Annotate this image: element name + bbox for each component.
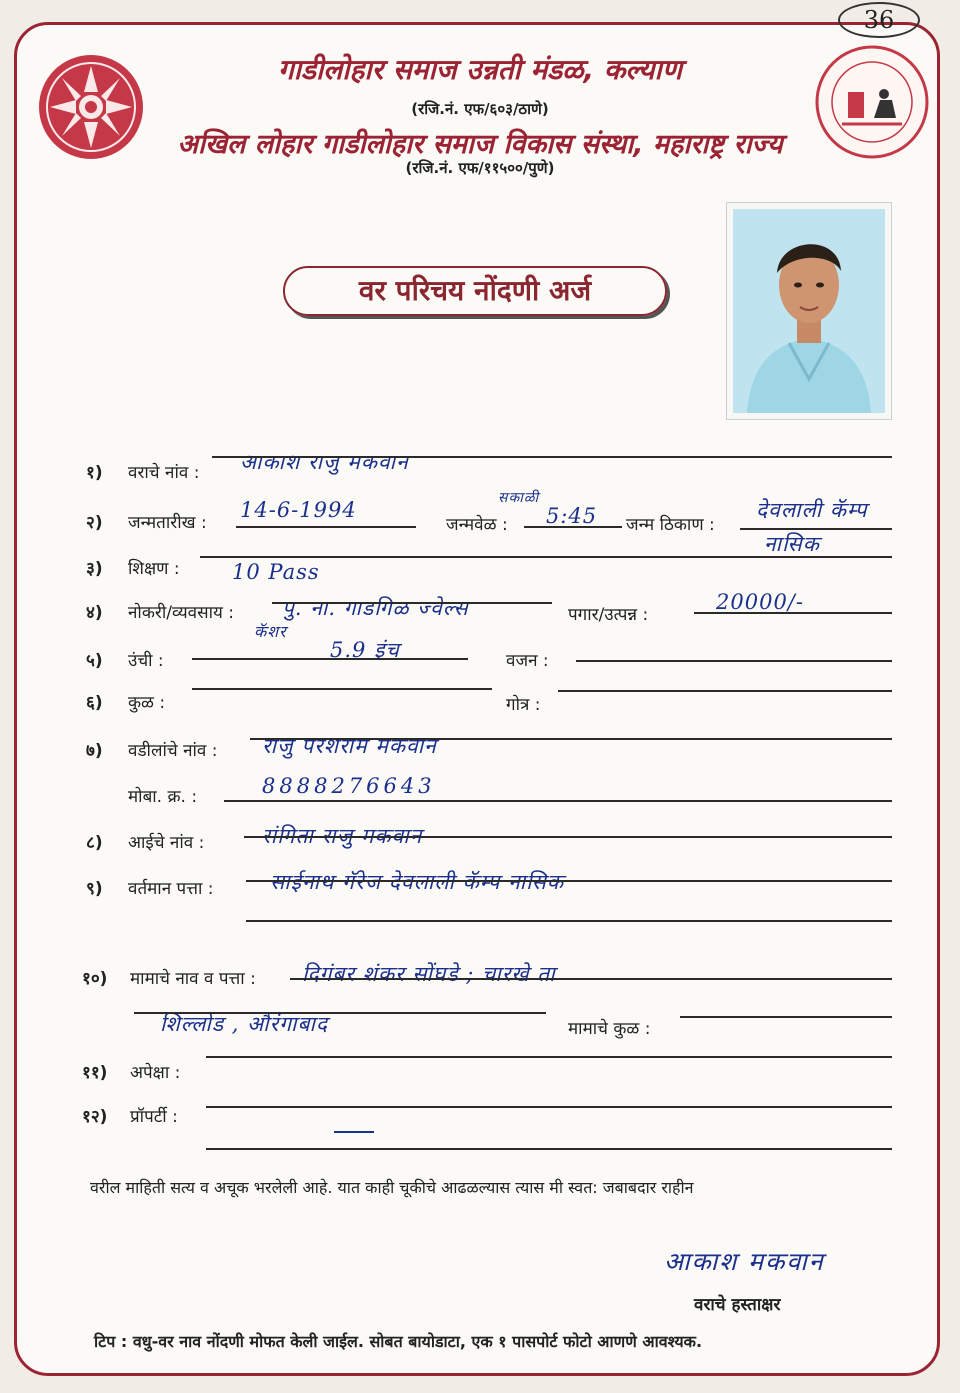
birth-place-value-2: नासिक <box>764 532 820 556</box>
declaration-text: वरील माहिती सत्य व अचूक भरलेली आहे. यात काही चूकीचे आढळल्यास त्यास मी स्वत: जबाबदार राहीन <box>90 1178 694 1197</box>
form-line <box>246 920 892 922</box>
groom-name-label: वराचे नांव : <box>128 463 200 483</box>
birth-time-label: जन्मवेळ : <box>446 515 508 535</box>
form-line <box>576 660 892 662</box>
education-value: 10 Pass <box>232 560 320 584</box>
signature-caption: वराचे हस्ताक्षर <box>694 1295 781 1315</box>
father-name-label: वडीलांचे नांव : <box>128 741 218 761</box>
form-line <box>192 658 468 660</box>
form-line <box>740 528 892 530</box>
uncle-label: मामाचे नाव व पत्ता : <box>130 969 256 989</box>
form-line <box>250 738 892 740</box>
form-line <box>236 526 416 528</box>
form-line <box>680 1016 892 1018</box>
birth-place-label: जन्म ठिकाण : <box>626 515 715 535</box>
address-value: साईनाथ गॅरेज देवलाली कॅम्प नासिक <box>270 870 564 894</box>
height-value: 5.9 इंच <box>330 638 400 662</box>
form-line <box>206 1106 892 1108</box>
row-number: ११) <box>82 1063 108 1083</box>
form-line <box>694 612 892 614</box>
uncle-value: दिगंबर शंकर सोंघडे ; चारखे ता <box>302 962 556 986</box>
row-number: २) <box>86 513 103 533</box>
salary-label: पगार/उत्पन्न : <box>568 605 649 625</box>
mother-name-label: आईचे नांव : <box>128 833 205 853</box>
row-number: १) <box>86 463 103 483</box>
birth-date-label: जन्मतारीख : <box>128 513 207 533</box>
page-number: 36 <box>838 2 920 38</box>
height-label: उंची : <box>128 651 164 671</box>
form-line <box>206 1056 892 1058</box>
row-number: ७) <box>86 741 103 761</box>
row-number: ९) <box>86 879 103 899</box>
occupation-label: नोकरी/व्यवसाय : <box>128 603 234 623</box>
salary-value: 20000/- <box>716 590 804 614</box>
address-label: वर्तमान पत्ता : <box>128 879 214 899</box>
form-line <box>244 836 892 838</box>
birth-date-value: 14-6-1994 <box>240 498 357 522</box>
form-line <box>192 688 492 690</box>
weight-label: वजन : <box>506 651 549 671</box>
row-number: ४) <box>86 603 103 623</box>
form-line <box>206 1148 892 1150</box>
occupation-note: कॅशर <box>254 622 287 641</box>
groom-name-value: आकाश राजु मकवान <box>240 450 409 474</box>
org2-title: अखिल लोहार गाडीलोहार समाज विकास संस्था, महाराष्ट्र राज्य <box>177 129 783 160</box>
row-number: ६) <box>86 693 103 713</box>
mobile-label: मोबा. क्र. : <box>128 787 198 807</box>
form-line <box>212 456 892 458</box>
father-name-value: राजु परशराम मकवान <box>262 734 437 758</box>
form-title: वर परिचय नोंदणी अर्ज <box>283 266 667 316</box>
row-number: १०) <box>82 969 108 989</box>
row-number: ३) <box>86 559 103 579</box>
property-label: प्रॉपर्टी : <box>130 1107 178 1127</box>
groom-signature: आकाश मकवान <box>664 1247 825 1276</box>
org1-registration: (रजि.नं. एफ/६०३/ठाणे) <box>411 100 549 118</box>
form-line <box>200 556 892 558</box>
pen-mark <box>334 1131 374 1133</box>
form-line <box>246 880 892 882</box>
row-number: १२) <box>82 1107 108 1127</box>
mother-name-value: संगिता राजु मकवान <box>262 824 423 848</box>
form-line <box>134 1012 546 1014</box>
row-number: ५) <box>86 651 103 671</box>
form-line <box>290 978 892 980</box>
birth-place-value: देवलाली कॅम्प <box>756 498 868 522</box>
occupation-value: पु. ना. गाडगिळ ज्वेल्स <box>282 596 469 620</box>
clan-label: कुळ : <box>128 693 166 713</box>
form-line <box>524 526 622 528</box>
birth-time-note: सकाळी <box>498 490 540 506</box>
form-line <box>558 690 892 692</box>
passport-photo <box>726 202 892 420</box>
footer-note: टिप : वधु-वर नाव नोंदणी मोफत केली जाईल. सोबत बायोडाटा, एक १ पासपोर्ट फोटो आणणे आवश्यक. <box>94 1332 703 1351</box>
mobile-value: 8888276643 <box>262 774 436 798</box>
gotra-label: गोत्र : <box>506 695 541 715</box>
org2-registration: (रजि.नं. एफ/११५००/पुणे) <box>405 159 555 177</box>
birth-time-value: 5:45 <box>546 504 598 528</box>
education-label: शिक्षण : <box>128 559 180 579</box>
form-line <box>272 602 552 604</box>
expectation-label: अपेक्षा : <box>130 1063 181 1083</box>
uncle-value-2: शिल्लोड , औरंगाबाद <box>160 1012 329 1036</box>
uncle-clan-label: मामाचे कुळ : <box>568 1019 651 1039</box>
form-line <box>224 800 892 802</box>
org1-title: गाडीलोहार समाज उन्नती मंडळ, कल्याण <box>278 53 682 86</box>
row-number: ८) <box>86 833 103 853</box>
